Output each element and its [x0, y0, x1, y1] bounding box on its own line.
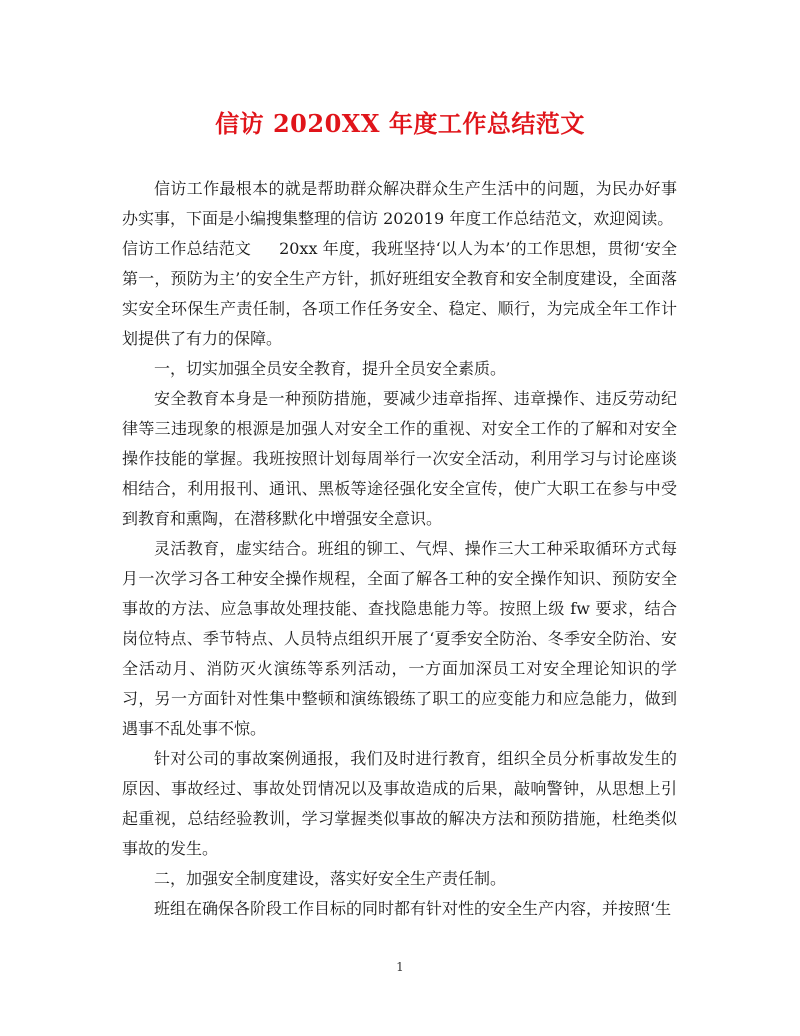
body-paragraph: 安全教育本身是一种预防措施，要减少违章指挥、违章操作、违反劳动纪律等三违现象的根源是加强人对安全工作的重视、对安全工作的了解和对安全操作技能的掌握。我班按照计划每周举行一次安全活动，利用学习与讨论座谈相结合，利用报刊、通讯、黑板等途径强化安全宣传，使广大职工在参与中受到教育和熏陶，在潜移默化中增强安全意识。 [122, 389, 677, 528]
body-paragraph: 灵活教育，虚实结合。班组的铆工、气焊、操作三大工种采取循环方式每月一次学习各工种安全操作规程，全面了解各工种的安全操作知识、预防安全事故的方法、应急事故处理技能、查找隐患能力等。按照上级 fw 要求，结合岗位特点、季节特点、人员特点组织开展了‘夏季安全防治、冬季安全防治、安全活动月、消防灭火演练等系列活动，一方面加深员工对安全理论知识的学习，另一方面针对性集中整顿和演练锻练了职工的应变能力和应急能力，做到遇事不乱处事不惊。 [122, 539, 677, 738]
lead-label: 信访工作总结范文 [122, 239, 252, 258]
body-paragraph: 班组在确保各阶段工作目标的同时都有针对性的安全生产内容，并按照‘生 [154, 899, 672, 918]
lead-text: 20xx 年度，我班坚持‘以人为本’的工作思想，贯彻‘安全第一，预防为主’的安全生产方针，抓好班组安全教育和安全制度建设，全面落实安全环保生产责任制，各项工作任务安全、稳定、顺行，为完成全年工作计划提供了有力的保障。 [122, 239, 677, 348]
document-title: 信访 2020XX 年度工作总结范文 [215, 109, 585, 138]
section-heading-2: 二，加强安全制度建设，落实好安全生产责任制。 [154, 869, 507, 888]
document-body [122, 174, 677, 924]
page-number: 1 [396, 960, 404, 974]
body-paragraph: 针对公司的事故案例通报，我们及时进行教育，组织全员分析事故发生的原因、事故经过、事故处罚情况以及事故造成的后果，敲响警钟，从思想上引起重视，总结经验教训，学习掌握类似事故的解决方法和预防措施，杜绝类似事故的发生。 [122, 749, 677, 858]
section-heading-1: 一，切实加强全员安全教育，提升全员安全素质。 [154, 359, 507, 378]
lead-paragraph [122, 234, 677, 354]
intro-paragraph: 信访工作最根本的就是帮助群众解决群众生产生活中的问题，为民办好事办实事，下面是小编搜集整理的信访 202019 年度工作总结范文，欢迎阅读。 [122, 179, 677, 228]
